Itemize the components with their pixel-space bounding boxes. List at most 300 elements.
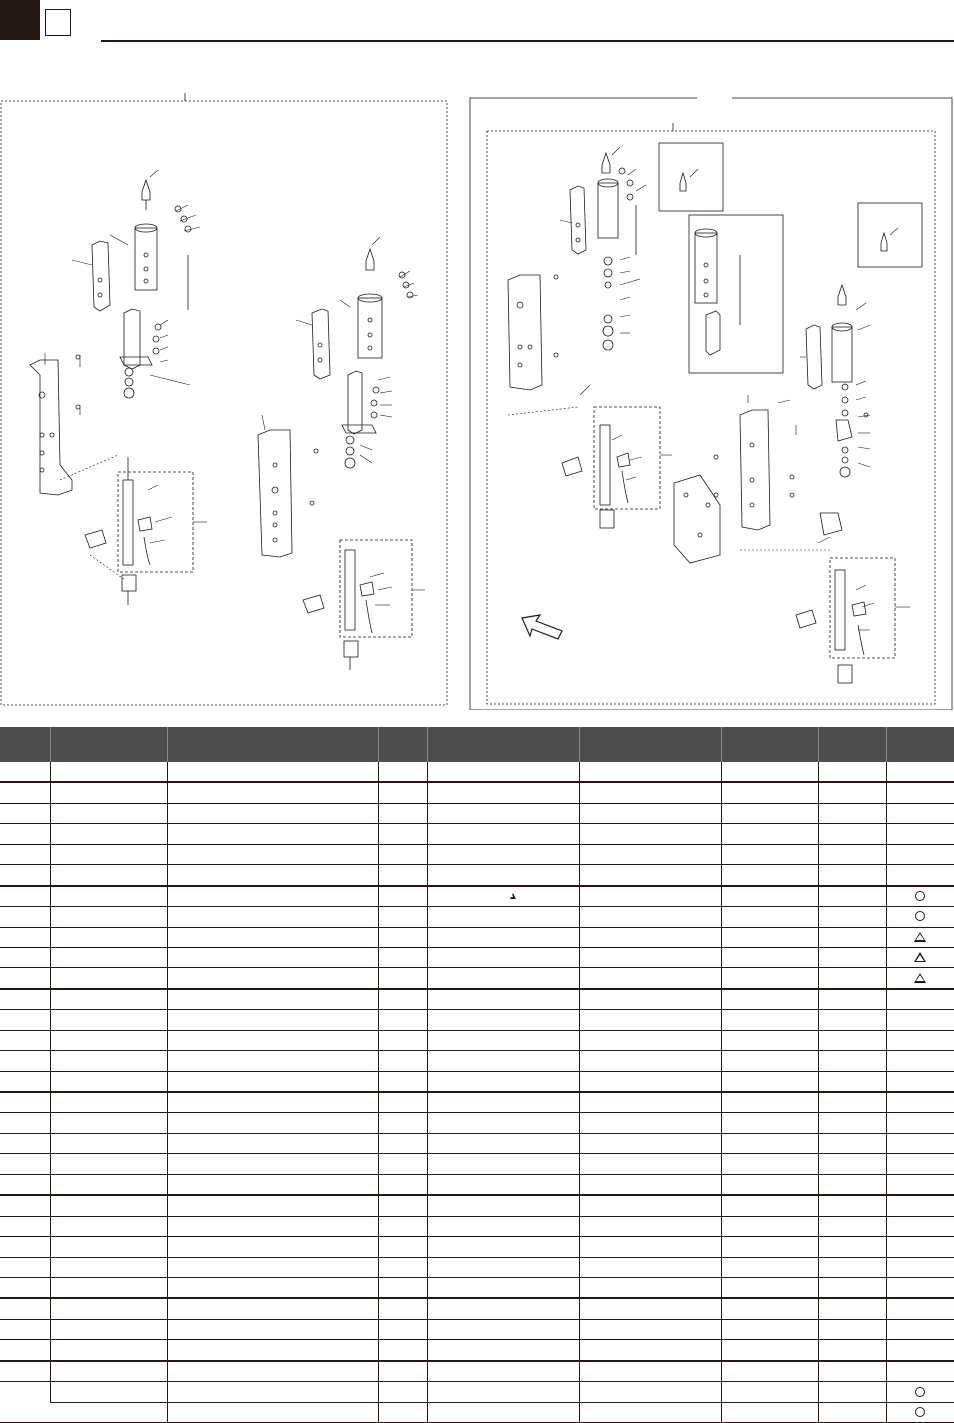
table-cell [167,886,378,907]
table-cell [50,907,167,927]
table-row [0,907,954,927]
table-cell [378,1298,427,1319]
table-cell [579,865,721,886]
table-cell [721,1277,818,1298]
table-cell [167,1237,378,1257]
table-cell [818,927,886,947]
table-cell [579,1402,721,1422]
table-cell [378,1402,427,1422]
table-cell [0,1154,50,1174]
table-cell [818,886,886,907]
table-cell [427,927,579,947]
col-header-4 [378,727,427,762]
table-cell [886,947,954,967]
table-cell [886,1010,954,1030]
table-cell [721,1174,818,1195]
table-cell [818,865,886,886]
left-bracket-plate [30,360,72,495]
table-cell [427,1319,579,1339]
table-cell [0,762,50,782]
table-cell [721,1237,818,1257]
table-cell [167,1051,378,1071]
table-cell [167,1257,378,1277]
table-cell [579,1071,721,1092]
table-cell [579,1340,721,1361]
table-row [0,1216,954,1236]
table-cell [818,989,886,1010]
table-cell [886,1361,954,1382]
table-cell [50,1361,167,1382]
right-cylinder-assembly [562,407,660,528]
table-cell [579,1030,721,1050]
table-row [0,947,954,967]
table-cell [427,762,579,782]
table-cell [167,1402,378,1422]
right-mount-plate [740,410,770,530]
left-panel-frame [1,101,447,705]
table-cell [427,844,579,864]
table-cell [427,1257,579,1277]
table-cell [378,1319,427,1339]
table-cell [721,947,818,967]
triangle-mark-icon [914,952,926,962]
table-cell [579,762,721,782]
table-cell [721,1010,818,1030]
table-cell [427,1010,579,1030]
parts-diagram [0,85,954,710]
table-cell [167,782,378,803]
table-cell [378,1154,427,1174]
table-row [0,968,954,989]
table-cell [378,1257,427,1277]
table-cell [579,1361,721,1382]
table-cell [427,1195,579,1216]
table-cell [818,803,886,823]
table-cell [0,1051,50,1071]
table-cell [579,1174,721,1195]
table-cell [886,1030,954,1050]
table-cell [167,1154,378,1174]
table-cell [50,844,167,864]
triangle-mark-icon [510,893,516,899]
table-cell [579,927,721,947]
table-cell [50,1402,167,1422]
right-guide-plate [570,186,586,254]
table-row [0,762,954,782]
section-tab-dark [0,0,40,40]
middle-cylinder-assembly [303,540,412,670]
table-cell [0,1340,50,1361]
table-row [0,1133,954,1153]
table-cell [721,1361,818,1382]
table-cell [378,968,427,989]
table-cell [50,1382,167,1402]
table-row [0,782,954,803]
table-cell [721,1257,818,1277]
table-cell [579,907,721,927]
table-cell [886,803,954,823]
table-cell [50,1174,167,1195]
table-cell [579,1113,721,1133]
table-row [0,844,954,864]
parts-diagram-svg [0,85,954,710]
circle-mark-icon [915,1407,925,1417]
table-cell [0,1010,50,1030]
table-cell [0,1257,50,1277]
circle-mark-icon [915,891,925,901]
table-cell [378,907,427,927]
table-cell [721,1216,818,1236]
right-slider-block [598,153,618,238]
table-cell [721,989,818,1010]
table-cell [378,1382,427,1402]
table-cell [886,1113,954,1133]
table-cell [378,1195,427,1216]
table-cell [0,803,50,823]
table-cell [50,1154,167,1174]
table-cell [818,1298,886,1319]
right-inset-box-3 [689,215,783,373]
table-cell [50,1092,167,1113]
table-row [0,865,954,886]
table-cell [50,1071,167,1092]
table-cell [167,1092,378,1113]
table-cell [886,1298,954,1319]
table-cell [427,1277,579,1298]
table-cell [886,1257,954,1277]
table-cell [818,762,886,782]
table-cell [886,1277,954,1298]
table-cell [0,1298,50,1319]
table-cell [427,1092,579,1113]
table-cell [818,1402,886,1422]
right-base-plate [508,275,542,390]
table-cell [886,1071,954,1092]
table-cell [378,1113,427,1133]
table-cell [579,1277,721,1298]
table-cell [0,1382,50,1423]
table-cell [378,782,427,803]
table-row [0,1071,954,1092]
right-small-parts [554,168,868,497]
table-cell [427,803,579,823]
table-cell [818,1010,886,1030]
table-cell [50,803,167,823]
table-cell [721,1195,818,1216]
table-cell [818,1319,886,1339]
table-row [0,1237,954,1257]
table-cell [50,1340,167,1361]
table-cell [427,865,579,886]
table-cell [579,1319,721,1339]
middle-guide-plate [312,309,330,379]
table-cell [167,1340,378,1361]
table-cell [50,886,167,907]
table-cell [50,824,167,844]
table-cell [167,865,378,886]
table-cell [886,907,954,927]
table-row [0,1010,954,1030]
table-row [0,1319,954,1339]
table-cell [579,1382,721,1402]
table-cell [886,844,954,864]
table-cell [427,1340,579,1361]
table-row [0,1195,954,1216]
table-cell [167,1030,378,1050]
table-cell [50,1113,167,1133]
table-cell [579,947,721,967]
table-cell [721,782,818,803]
table-cell [50,1030,167,1050]
table-cell [579,1051,721,1071]
table-cell [427,1298,579,1319]
table-row [0,1113,954,1133]
table-cell [0,1216,50,1236]
table-cell [579,1298,721,1319]
table-cell [378,1092,427,1113]
table-cell [818,1277,886,1298]
circle-mark-icon [915,1387,925,1397]
table-cell [50,1257,167,1277]
table-cell [0,865,50,886]
table-cell [427,1113,579,1133]
col-header-7 [721,727,818,762]
table-cell [0,1237,50,1257]
table-cell [886,1237,954,1257]
table-cell [167,1195,378,1216]
right-panel-frame [470,98,952,710]
table-cell [167,803,378,823]
table-cell [50,1298,167,1319]
right-back-plate [674,475,720,563]
table-cell [818,1154,886,1174]
table-cell [427,1402,579,1422]
table-cell [886,782,954,803]
table-cell [50,1051,167,1071]
table-cell [818,1195,886,1216]
table-cell [50,762,167,782]
table-cell [818,1092,886,1113]
table-cell [0,1133,50,1153]
table-cell [818,1133,886,1153]
col-header-9 [886,727,954,762]
table-cell [50,1133,167,1153]
table-cell [579,968,721,989]
table-row [0,1030,954,1050]
table-row [0,824,954,844]
table-row [0,1340,954,1361]
table-cell [50,1195,167,1216]
middle-base-plate [258,430,292,557]
table-cell [427,1051,579,1071]
table-cell [579,824,721,844]
table-cell [0,782,50,803]
table-cell [50,865,167,886]
table-cell [0,968,50,989]
table-cell [427,1154,579,1174]
table-cell [818,1382,886,1402]
table-cell [167,989,378,1010]
table-cell [886,1382,954,1402]
table-cell [818,1340,886,1361]
table-cell [818,844,886,864]
table-cell [721,1382,818,1402]
left-mount-bracket [120,309,152,369]
table-cell [818,947,886,967]
table-cell [378,1174,427,1195]
right-far-cylinder-assembly [796,558,895,683]
table-cell [886,1340,954,1361]
table-cell [721,1113,818,1133]
table-cell [378,927,427,947]
table-cell [167,824,378,844]
table-cell [167,1174,378,1195]
left-small-parts [76,206,191,409]
section-tab-box [45,9,71,36]
left-cylinder-assembly [85,457,193,605]
col-header-2 [50,727,167,762]
table-cell [0,1277,50,1298]
table-cell [378,803,427,823]
table-cell [167,1277,378,1298]
col-header-3 [167,727,378,762]
table-cell [378,1361,427,1382]
table-cell [818,1030,886,1050]
table-cell [721,927,818,947]
table-cell [721,844,818,864]
table-cell [0,1092,50,1113]
table-cell [167,1382,378,1402]
table-cell [886,1174,954,1195]
table-cell [721,907,818,927]
table-cell [0,1195,50,1216]
table-row [0,1257,954,1277]
table-cell [886,1195,954,1216]
table-cell [721,1154,818,1174]
middle-small-parts [310,272,413,505]
table-cell [427,1174,579,1195]
table-cell [378,947,427,967]
table-cell [378,1340,427,1361]
table-row [0,1092,954,1113]
table-cell [427,989,579,1010]
table-cell [818,907,886,927]
table-cell [818,1237,886,1257]
table-cell [0,947,50,967]
table-cell [886,989,954,1010]
table-row [0,1154,954,1174]
table-cell [427,1030,579,1050]
table-row [0,1298,954,1319]
table-cell [167,1133,378,1153]
table-cell [378,824,427,844]
table-cell [579,1195,721,1216]
table-cell [167,1010,378,1030]
table-cell [378,1071,427,1092]
table-cell [886,968,954,989]
table-cell [427,1216,579,1236]
table-cell [50,947,167,967]
table-cell [886,824,954,844]
table-cell [427,886,579,907]
table-cell [378,989,427,1010]
left-guide-plate [92,241,110,311]
circle-mark-icon [915,911,925,921]
table-cell [818,1113,886,1133]
table-cell [167,907,378,927]
table-cell [427,947,579,967]
table-row [0,1361,954,1382]
table-cell [50,1216,167,1236]
table-cell [0,927,50,947]
table-row [0,1051,954,1071]
table-cell [818,1174,886,1195]
table-cell [721,1071,818,1092]
table-cell [579,1010,721,1030]
table-cell [167,1071,378,1092]
table-cell [167,1216,378,1236]
table-cell [378,1277,427,1298]
table-cell [378,762,427,782]
table-cell [579,989,721,1010]
table-cell [167,844,378,864]
table-cell [579,1092,721,1113]
table-cell [0,1174,50,1195]
table-cell [886,762,954,782]
table-row [0,1382,954,1402]
table-cell [0,824,50,844]
table-row [0,927,954,947]
table-cell [50,1237,167,1257]
table-cell [0,1361,50,1382]
table-cell [378,1237,427,1257]
table-cell [167,1319,378,1339]
table-cell [886,927,954,947]
table-cell [721,762,818,782]
table-cell [378,1010,427,1030]
table-cell [818,968,886,989]
table-row [0,803,954,823]
middle-slider-block [358,249,382,358]
table-cell [721,1133,818,1153]
table-cell [721,886,818,907]
table-cell [378,844,427,864]
table-cell [0,1030,50,1050]
table-cell [378,886,427,907]
table-cell [818,824,886,844]
table-cell [721,1051,818,1071]
table-cell [818,782,886,803]
table-cell [886,1216,954,1236]
table-cell [167,1298,378,1319]
table-cell [427,1237,579,1257]
table-cell [818,1071,886,1092]
table-cell [579,1216,721,1236]
table-cell [818,1216,886,1236]
table-cell [818,1051,886,1071]
triangle-mark-icon [914,973,926,983]
table-cell [50,989,167,1010]
col-header-5 [427,727,579,762]
table-cell [579,782,721,803]
table-cell [886,865,954,886]
table-cell [721,968,818,989]
table-cell [886,1319,954,1339]
table-cell [579,1257,721,1277]
table-header-row [0,727,954,762]
table-cell [50,782,167,803]
table-cell [167,968,378,989]
